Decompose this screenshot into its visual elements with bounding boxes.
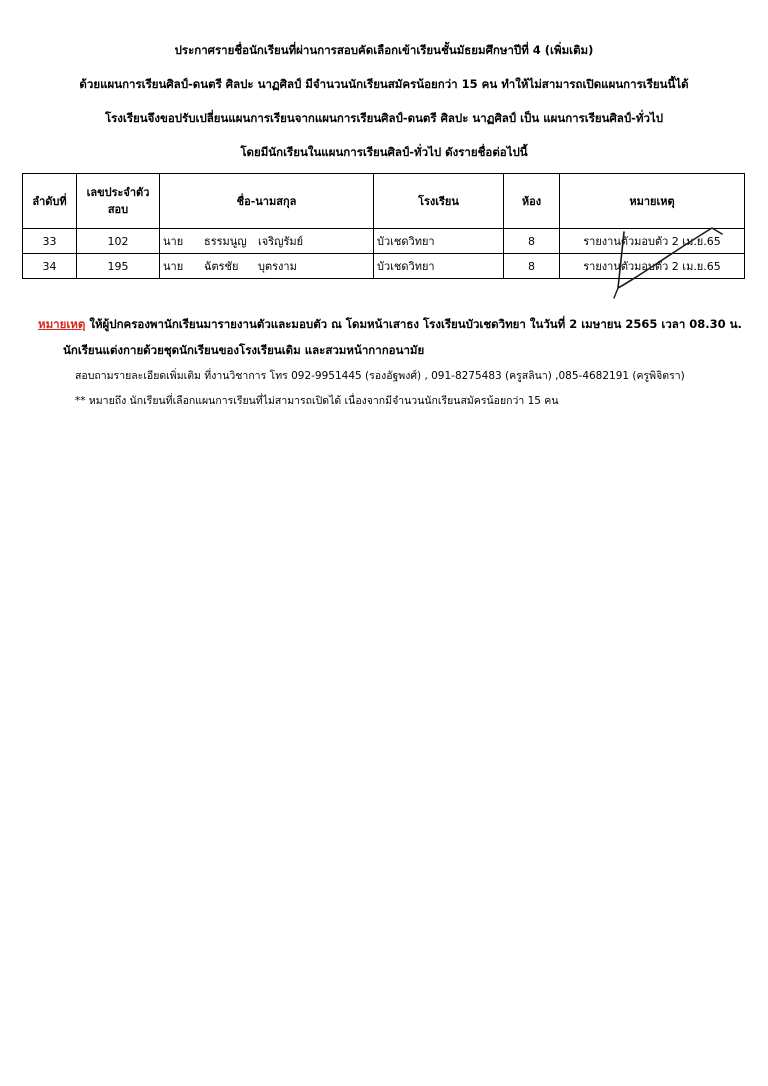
cell-remark: รายงานตัวมอบตัว 2 เม.ย.65 [560, 254, 745, 279]
announcement-line-2: ด้วยแผนการเรียนศิลป์-ดนตรี ศิลปะ นาฏศิลป์ มีจำนวนนักเรียนสมัครน้อยกว่า 15 คน ทำให้ไม่สามารถเปิดแผนการเรียนนี้ได้ [79, 77, 689, 91]
announcement-title: ประกาศรายชื่อนักเรียนที่ผ่านการสอบคัดเลือกเข้าเรียนชั้นมัธยมศึกษาปีที่ 4 (เพิ่มเติม) [174, 43, 594, 57]
cell-name-first: ฉัตรชัย [204, 260, 239, 273]
cell-name [160, 229, 374, 254]
header-name: ชื่อ-นามสกุล [160, 174, 374, 229]
header-room: ห้อง [504, 174, 560, 229]
cell-exam-id: 102 [77, 229, 160, 254]
cell-name-title: นาย [163, 260, 184, 273]
note-label: หมายเหตุ [38, 317, 86, 331]
announcement-line-3: โรงเรียนจึงขอปรับเปลี่ยนแผนการเรียนจากแผนการเรียนศิลป์-ดนตรี ศิลปะ นาฏศิลป์ เป็น แผนการเรียนศิลป์-ทั่วไป [104, 111, 664, 125]
header-exam-id [77, 174, 160, 229]
note-text: ให้ผู้ปกครองพานักเรียนมารายงานตัวและมอบตัว ณ โดมหน้าเสาธง โรงเรียนบัวเชดวิทยา ในวันที่ 2 เมษายน 2565 เวลา 08.30 น. [85, 317, 742, 331]
cell-name [160, 254, 374, 279]
cell-room: 8 [504, 254, 560, 279]
student-list-table [22, 173, 745, 279]
header-exam-id-line1: เลขประจำตัว [86, 186, 150, 199]
table-row [23, 229, 745, 254]
table-header-row [23, 174, 745, 229]
cell-no: 33 [23, 229, 77, 254]
cell-no: 34 [23, 254, 77, 279]
cell-name-last: เจริญรัมย์ [258, 235, 304, 248]
header-no: ลำดับที่ [23, 174, 77, 229]
cell-exam-id: 195 [77, 254, 160, 279]
cell-school: บัวเชดวิทยา [374, 229, 504, 254]
cell-name-first: ธรรมนูญ [204, 235, 247, 248]
table-row [23, 254, 745, 279]
cell-name-title: นาย [163, 235, 184, 248]
header-exam-id-line2: สอบ [107, 203, 129, 216]
header-school: โรงเรียน [374, 174, 504, 229]
footnote-remark: ** หมายถึง นักเรียนที่เลือกแผนการเรียนที่ไม่สามารถเปิดได้ เนื่องจากมีจำนวนนักเรียนสมัครน้อยกว่า 15 คน [75, 395, 559, 407]
contact-info: สอบถามรายละเอียดเพิ่มเติม ที่งานวิชาการ โทร 092-9951445 (รองอัฐพงศ์) , 091-8275483 (ครูสลินา) ,085-4682191 (ครูพิจิตรา) [75, 370, 685, 382]
announcement-line-4: โดยมีนักเรียนในแผนการเรียนศิลป์-ทั่วไป ดังรายชื่อต่อไปนี้ [240, 145, 528, 159]
note-line-1 [38, 316, 742, 334]
note-line-2: นักเรียนแต่งกายด้วยชุดนักเรียนของโรงเรียนเดิม และสวมหน้ากากอนามัย [63, 343, 425, 357]
cell-room: 8 [504, 229, 560, 254]
cell-remark: รายงานตัวมอบตัว 2 เม.ย.65 [560, 229, 745, 254]
cell-name-last: บุตรงาม [258, 260, 297, 273]
cell-school: บัวเชดวิทยา [374, 254, 504, 279]
header-remark: หมายเหตุ [560, 174, 745, 229]
